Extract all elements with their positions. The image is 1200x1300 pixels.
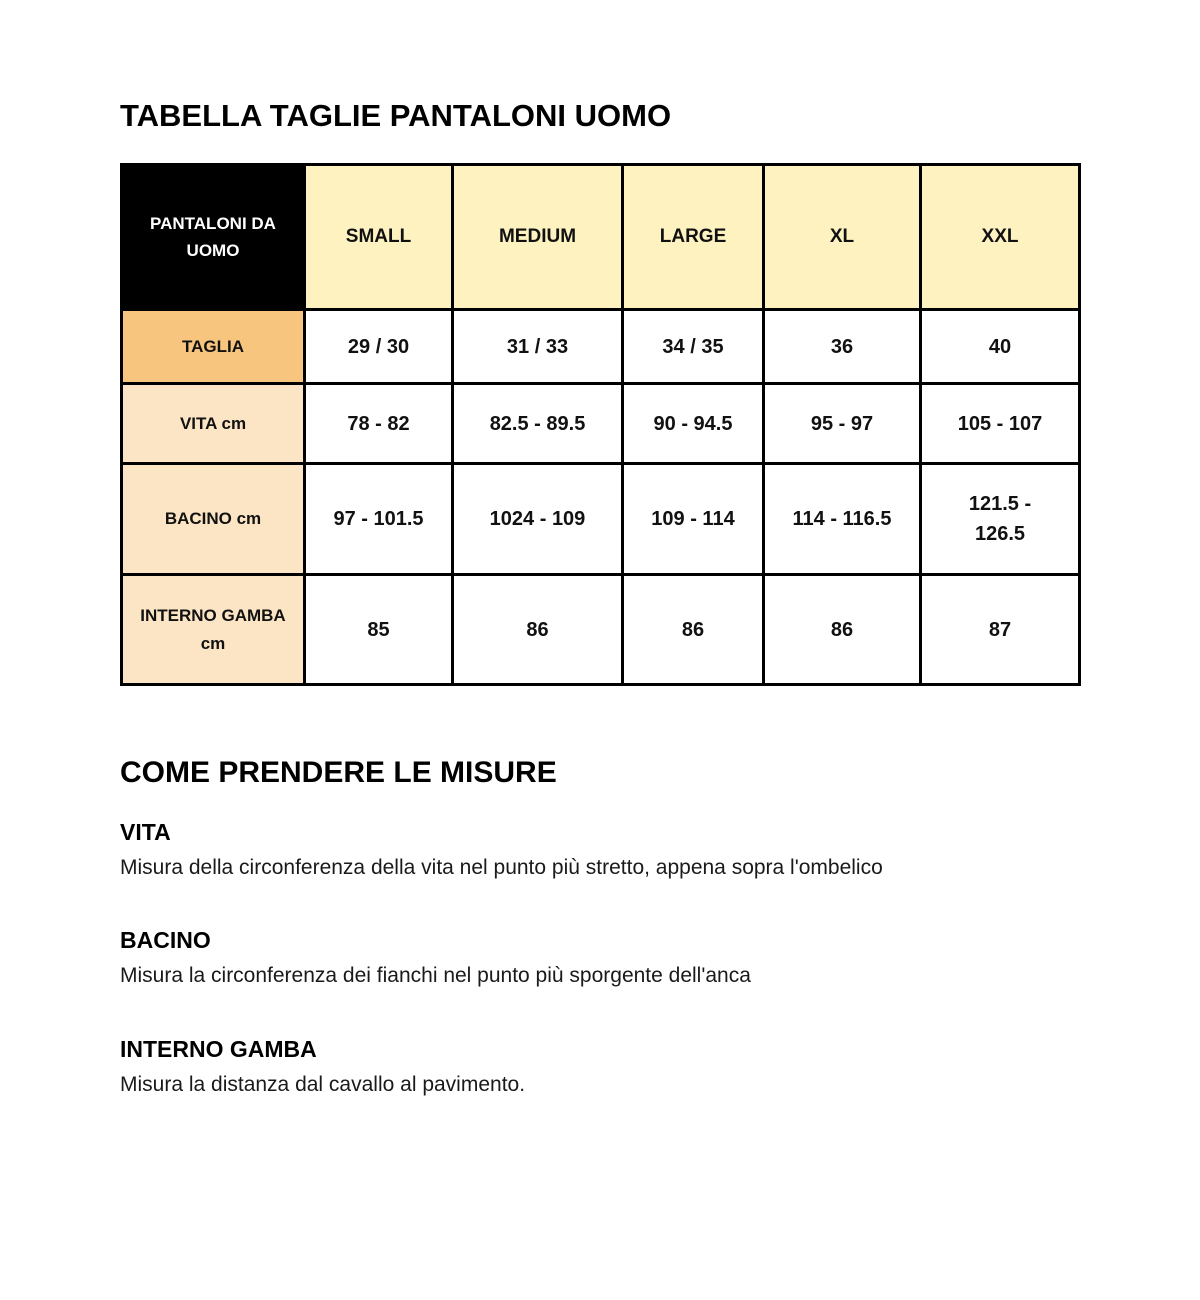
measure-text-interno-gamba: Misura la distanza dal cavallo al pavimento. (120, 1073, 526, 1097)
cell-gamba-xxl: 87 (921, 575, 1080, 685)
cell-gamba-medium: 86 (453, 575, 623, 685)
table-row-vita (122, 384, 1080, 464)
cell-vita-small: 78 - 82 (305, 384, 453, 464)
measure-text-vita: Misura della circonferenza della vita nel punto più stretto, appena sopra l'ombelico (120, 855, 883, 879)
measure-heading-interno-gamba: INTERNO GAMBA (120, 1035, 317, 1062)
cell-gamba-xl: 86 (764, 575, 921, 685)
row-label-bacino: BACINO cm (122, 464, 305, 575)
cell-taglia-xl: 36 (764, 310, 921, 384)
measures-section-title: COME PRENDERE LE MISURE (120, 756, 557, 789)
cell-vita-xl: 95 - 97 (764, 384, 921, 464)
size-guide-page (0, 100, 1200, 1099)
row-label-interno-gamba: INTERNO GAMBA cm (122, 575, 305, 685)
row-label-vita: VITA cm (122, 384, 305, 464)
measure-heading-bacino: BACINO (120, 927, 211, 954)
table-row-taglia (122, 310, 1080, 384)
table-corner-label: PANTALONI DA UOMO (122, 165, 305, 310)
cell-vita-large: 90 - 94.5 (623, 384, 764, 464)
page-title: TABELLA TAGLIE PANTALONI UOMO (120, 98, 672, 133)
table-row-bacino (122, 464, 1080, 575)
column-header-large: LARGE (623, 165, 764, 310)
cell-vita-medium: 82.5 - 89.5 (453, 384, 623, 464)
cell-bacino-medium: 1024 - 109 (453, 464, 623, 575)
cell-gamba-large: 86 (623, 575, 764, 685)
measure-heading-vita: VITA (120, 818, 171, 845)
table-row-interno-gamba (122, 575, 1080, 685)
cell-bacino-xl: 114 - 116.5 (764, 464, 921, 575)
column-header-xxl: XXL (921, 165, 1080, 310)
cell-taglia-small: 29 / 30 (305, 310, 453, 384)
column-header-small: SMALL (305, 165, 453, 310)
cell-taglia-medium: 31 / 33 (453, 310, 623, 384)
cell-bacino-small: 97 - 101.5 (305, 464, 453, 575)
size-table (120, 163, 1081, 686)
cell-taglia-xxl: 40 (921, 310, 1080, 384)
cell-vita-xxl: 105 - 107 (921, 384, 1080, 464)
cell-gamba-small: 85 (305, 575, 453, 685)
row-label-taglia: TAGLIA (122, 310, 305, 384)
measure-text-bacino: Misura la circonferenza dei fianchi nel punto più sporgente dell'anca (120, 964, 751, 988)
table-header-row (122, 165, 1080, 310)
cell-taglia-large: 34 / 35 (623, 310, 764, 384)
cell-bacino-xxl: 121.5 - 126.5 (921, 464, 1080, 575)
column-header-medium: MEDIUM (453, 165, 623, 310)
cell-bacino-large: 109 - 114 (623, 464, 764, 575)
column-header-xl: XL (764, 165, 921, 310)
